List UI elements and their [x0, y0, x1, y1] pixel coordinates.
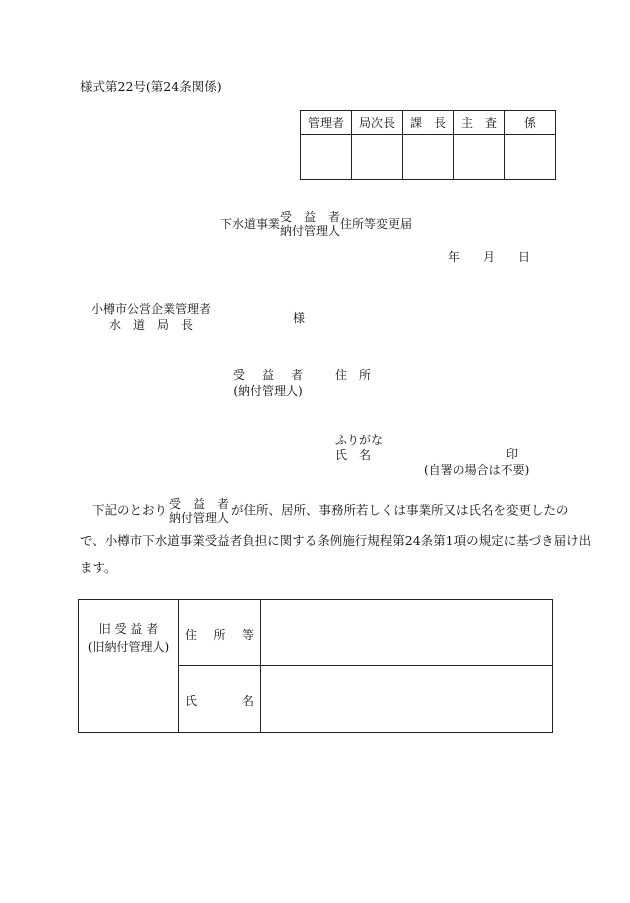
old-party-header — [79, 600, 179, 733]
old-address-field[interactable] — [261, 600, 553, 666]
date-line — [448, 250, 530, 264]
stamp-box-staff[interactable] — [505, 135, 556, 180]
old-name-label-cell — [179, 666, 261, 733]
body-line-1 — [80, 497, 569, 525]
applicant-furigana-label: ふりがな — [335, 433, 384, 447]
date-month: 月 — [483, 250, 496, 264]
body-role-stack — [169, 497, 229, 525]
body-line-2: で、小樽市下水道事業受益者負担に関する条例施行規程第24条第1項の規定に基づき届け出 — [80, 533, 592, 548]
body-line-3: ます。 — [80, 560, 117, 575]
stamp-box-chief-inspector[interactable] — [454, 135, 505, 180]
date-day: 日 — [518, 250, 531, 264]
old-party-alt-label: (旧納付管理人) — [87, 640, 170, 654]
title-role-bottom: 納付管理人 — [280, 224, 341, 238]
document-title — [220, 210, 412, 238]
old-name-field[interactable] — [261, 666, 553, 733]
old-party-label: 旧 受 益 者 — [98, 622, 159, 636]
applicant-role-main: 受 益 者 — [233, 368, 303, 382]
self-sign-note: (自署の場合は不要) — [424, 463, 530, 477]
addressee-honorific: 様 — [293, 311, 306, 325]
addressee-line2: 水 道 局 長 — [109, 318, 194, 332]
applicant-role-alt: (納付管理人) — [233, 384, 303, 398]
approval-header-staff: 係 — [505, 111, 556, 135]
approval-header-manager: 管理者 — [301, 111, 352, 135]
approval-stamp-table — [300, 110, 556, 180]
approval-header-section-chief: 課 長 — [403, 111, 454, 135]
title-prefix: 下水道事業 — [220, 217, 281, 231]
body-role-bottom: 納付管理人 — [169, 511, 230, 525]
date-year: 年 — [448, 250, 461, 264]
approval-header-row — [301, 111, 556, 135]
title-suffix: 住所等変更届 — [340, 217, 413, 231]
form-number: 様式第22号(第24条関係) — [80, 79, 222, 94]
title-role-stack — [280, 210, 340, 238]
old-address-row — [79, 600, 553, 666]
addressee-line1: 小樽市公営企業管理者 — [91, 302, 212, 316]
old-name-label: 氏 名 — [185, 694, 254, 708]
body-lead: 下記のとおり — [92, 502, 168, 518]
stamp-box-manager[interactable] — [301, 135, 352, 180]
old-address-label-cell — [179, 600, 261, 666]
applicant-name-label: 氏 名 — [335, 448, 372, 462]
stamp-box-deputy[interactable] — [352, 135, 403, 180]
body-role-top: 受 益 者 — [169, 497, 230, 511]
title-role-top: 受 益 者 — [280, 210, 341, 224]
old-info-table — [78, 599, 553, 733]
approval-stamp-row — [301, 135, 556, 180]
applicant-role — [233, 368, 303, 398]
approval-header-chief-inspector: 主 査 — [454, 111, 505, 135]
addressee — [91, 302, 211, 332]
approval-header-deputy: 局次長 — [352, 111, 403, 135]
body-line1-rest: が住所、居所、事務所若しくは事業所又は氏名を変更したの — [231, 502, 569, 518]
seal-mark: 印 — [506, 447, 519, 461]
old-address-label: 住 所 等 — [185, 628, 254, 642]
applicant-address-label: 住 所 — [335, 368, 372, 382]
stamp-box-section-chief[interactable] — [403, 135, 454, 180]
